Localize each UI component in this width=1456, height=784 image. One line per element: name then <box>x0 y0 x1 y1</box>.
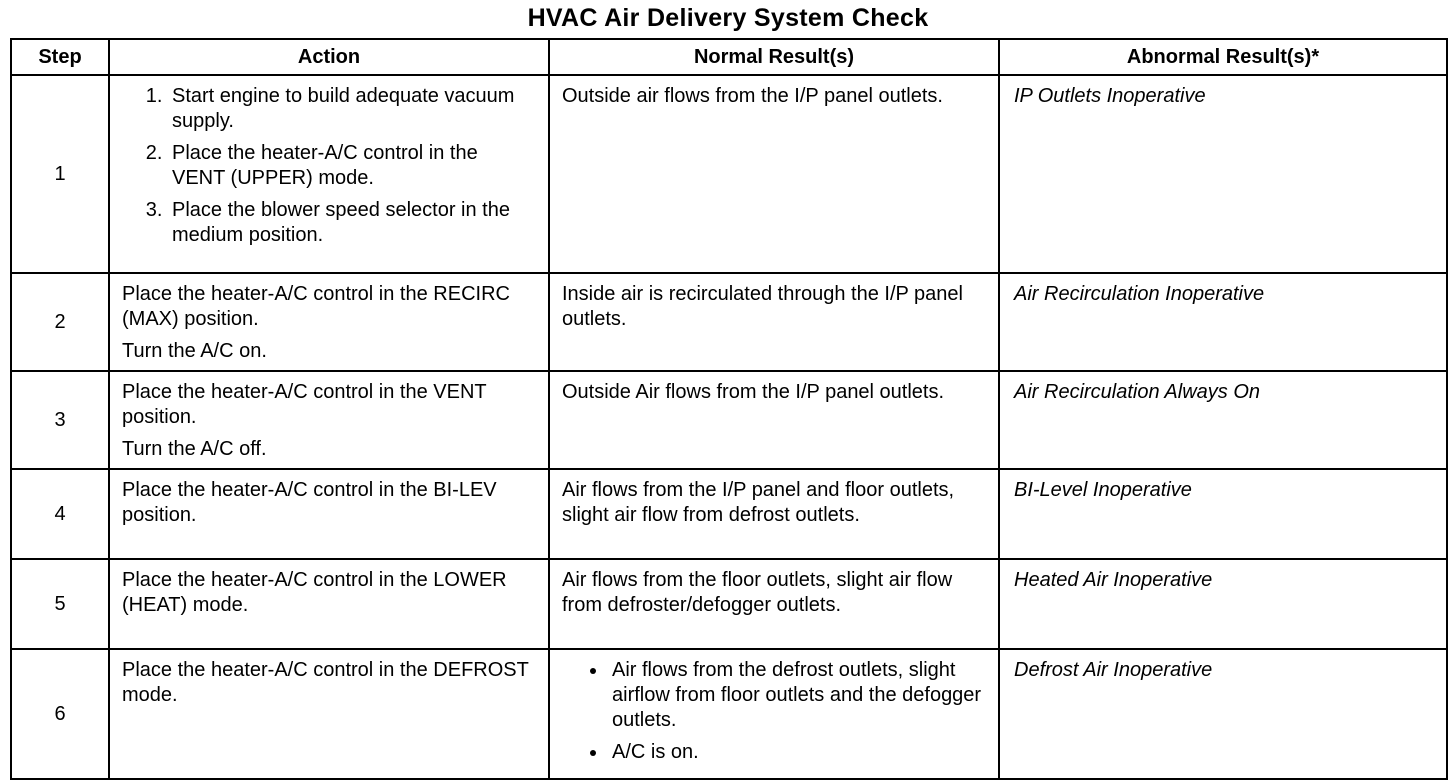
step-number: 4 <box>11 469 109 559</box>
action-cell <box>109 559 549 649</box>
step-number: 6 <box>11 649 109 779</box>
action-cell <box>109 273 549 371</box>
table-row <box>11 75 1447 273</box>
action-text: Place the heater-A/C control in the DEFROST mode. <box>122 659 529 706</box>
abnormal-result-text: IP Outlets Inoperative <box>1014 85 1206 107</box>
action-text: Place the heater-A/C control in the LOWER (HEAT) mode. <box>122 569 507 616</box>
normal-result-cell <box>549 75 999 273</box>
abnormal-result-cell <box>999 273 1447 371</box>
action-text: Turn the A/C off. <box>122 438 267 460</box>
action-steps-list <box>122 84 536 248</box>
action-cell <box>109 75 549 273</box>
table-row <box>11 559 1447 649</box>
normal-results-list <box>562 658 986 765</box>
normal-result-text: Inside air is recirculated through the I/P panel outlets. <box>562 283 963 330</box>
abnormal-result-text: BI-Level Inoperative <box>1014 479 1192 501</box>
header-normal-results: Normal Result(s) <box>549 39 999 75</box>
header-abnormal-results: Abnormal Result(s)* <box>999 39 1447 75</box>
normal-result-text: Outside air flows from the I/P panel outlets. <box>562 85 943 107</box>
action-text: Place the heater-A/C control in the BI-LEV position. <box>122 479 497 526</box>
list-item: • A/C is on. <box>608 740 986 765</box>
step-number: 5 <box>11 559 109 649</box>
normal-result-text: Air flows from the floor outlets, slight air flow from defroster/defogger outlets. <box>562 569 953 616</box>
table-row <box>11 469 1447 559</box>
abnormal-result-text: Defrost Air Inoperative <box>1014 659 1213 681</box>
step-number: 3 <box>11 371 109 469</box>
abnormal-result-text: Heated Air Inoperative <box>1014 569 1213 591</box>
list-item: 2. Place the heater-A/C control in the VENT (UPPER) mode. <box>168 141 536 191</box>
header-step: Step <box>11 39 109 75</box>
page-title: HVAC Air Delivery System Check <box>527 4 929 32</box>
action-cell <box>109 469 549 559</box>
table-row <box>11 371 1447 469</box>
table-row <box>11 273 1447 371</box>
action-cell <box>109 371 549 469</box>
normal-result-text: Air flows from the I/P panel and floor outlets, slight air flow from defrost outlets. <box>562 479 955 526</box>
abnormal-result-cell <box>999 649 1447 779</box>
hvac-check-table <box>10 38 1448 780</box>
list-item: 3. Place the blower speed selector in the medium position. <box>168 198 536 248</box>
normal-result-cell <box>549 649 999 779</box>
abnormal-result-cell <box>999 371 1447 469</box>
header-action: Action <box>109 39 549 75</box>
abnormal-result-cell <box>999 559 1447 649</box>
step-number: 1 <box>11 75 109 273</box>
table-row <box>11 649 1447 779</box>
normal-result-cell <box>549 273 999 371</box>
normal-result-cell <box>549 371 999 469</box>
step-number: 2 <box>11 273 109 371</box>
list-item: • Air flows from the defrost outlets, slight airflow from floor outlets and the defogger outlets. <box>608 658 986 733</box>
table-header-row <box>11 39 1447 75</box>
normal-result-text: Outside Air flows from the I/P panel outlets. <box>562 381 945 403</box>
normal-result-cell <box>549 469 999 559</box>
abnormal-result-text: Air Recirculation Always On <box>1014 381 1261 403</box>
list-item: 1. Start engine to build adequate vacuum supply. <box>168 84 536 134</box>
abnormal-result-text: Air Recirculation Inoperative <box>1014 283 1265 305</box>
normal-result-cell <box>549 559 999 649</box>
abnormal-result-cell <box>999 469 1447 559</box>
action-cell <box>109 649 549 779</box>
action-text: Place the heater-A/C control in the VENT position. <box>122 381 487 428</box>
abnormal-result-cell <box>999 75 1447 273</box>
action-text: Place the heater-A/C control in the RECIRC (MAX) position. <box>122 283 510 330</box>
action-text: Turn the A/C on. <box>122 340 267 362</box>
